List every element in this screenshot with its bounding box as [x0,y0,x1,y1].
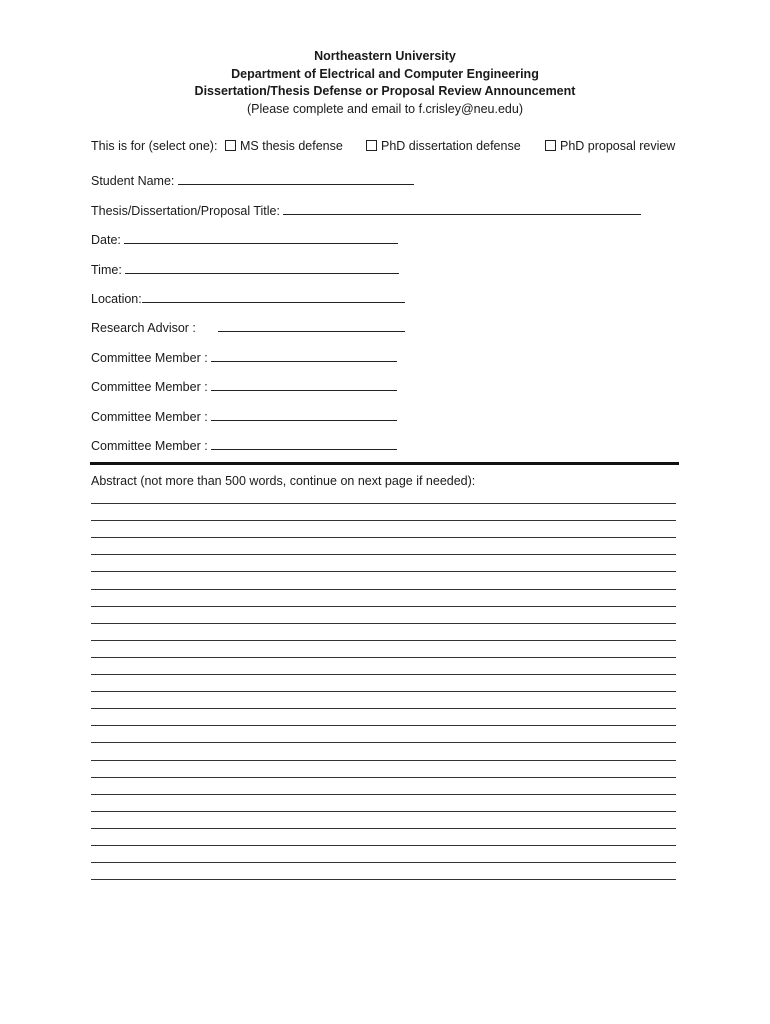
abstract-line[interactable] [91,760,676,761]
form-title: Dissertation/Thesis Defense or Proposal Review Announcement [194,84,576,98]
abstract-line[interactable] [91,503,676,504]
abstract-line[interactable] [91,811,676,812]
abstract-line[interactable] [91,725,676,726]
location-row [91,291,405,306]
university-name: Northeastern University [314,49,456,63]
committee-field-2[interactable] [211,379,397,391]
committee-row-3 [91,409,397,424]
title-label: Thesis/Dissertation/Proposal Title: [91,204,280,218]
committee-field-3[interactable] [211,409,397,421]
checkbox-phd-dissertation[interactable] [366,140,377,151]
department-name: Department of Electrical and Computer Engineering [231,66,539,81]
student-name-row [91,173,414,188]
abstract-line[interactable] [91,742,676,743]
option-phd-proposal[interactable] [545,139,675,153]
time-label: Time: [91,263,122,277]
abstract-line[interactable] [91,520,676,521]
committee-label-4: Committee Member : [91,439,208,453]
option-phd-dissertation-label: PhD dissertation defense [381,139,521,153]
form-instructions: (Please complete and email to f.crisley@neu.edu) [246,101,524,116]
date-field[interactable] [124,232,398,244]
abstract-label: Abstract (not more than 500 words, continue on next page if needed): [91,474,476,488]
time-row [91,262,399,277]
abstract-line[interactable] [91,606,676,607]
checkbox-ms-thesis[interactable] [225,140,236,151]
advisor-row [91,320,405,335]
abstract-line[interactable] [91,657,676,658]
form-header [0,48,770,118]
section-divider [90,462,679,465]
abstract-line[interactable] [91,623,676,624]
abstract-line[interactable] [91,571,676,572]
abstract-line[interactable] [91,879,676,880]
option-ms-thesis-label: MS thesis defense [240,139,343,153]
title-field[interactable] [283,203,641,215]
location-label: Location: [91,292,142,306]
abstract-line[interactable] [91,794,676,795]
committee-label-1: Committee Member : [91,351,208,365]
advisor-label: Research Advisor : [91,321,196,335]
advisor-field[interactable] [218,320,405,332]
date-label: Date: [91,233,121,247]
time-field[interactable] [125,262,399,274]
location-field[interactable] [142,291,405,303]
abstract-line[interactable] [91,691,676,692]
committee-field-1[interactable] [211,350,397,362]
abstract-line[interactable] [91,862,676,863]
committee-row-4 [91,438,397,453]
title-row [91,203,641,218]
abstract-line[interactable] [91,537,676,538]
abstract-line[interactable] [91,777,676,778]
option-phd-dissertation[interactable] [366,139,521,153]
abstract-line[interactable] [91,828,676,829]
abstract-line[interactable] [91,674,676,675]
checkbox-phd-proposal[interactable] [545,140,556,151]
abstract-line[interactable] [91,640,676,641]
committee-row-2 [91,379,397,394]
abstract-line[interactable] [91,554,676,555]
option-phd-proposal-label: PhD proposal review [560,139,676,153]
student-name-field[interactable] [178,173,414,185]
committee-row-1 [91,350,397,365]
committee-label-3: Committee Member : [91,410,208,424]
select-label: This is for (select one): [91,139,218,153]
committee-label-2: Committee Member : [91,380,208,394]
option-ms-thesis[interactable] [225,139,343,153]
abstract-line[interactable] [91,708,676,709]
date-row [91,232,398,247]
abstract-line[interactable] [91,845,676,846]
committee-field-4[interactable] [211,438,397,450]
student-name-label: Student Name: [91,174,175,188]
abstract-line[interactable] [91,589,676,590]
